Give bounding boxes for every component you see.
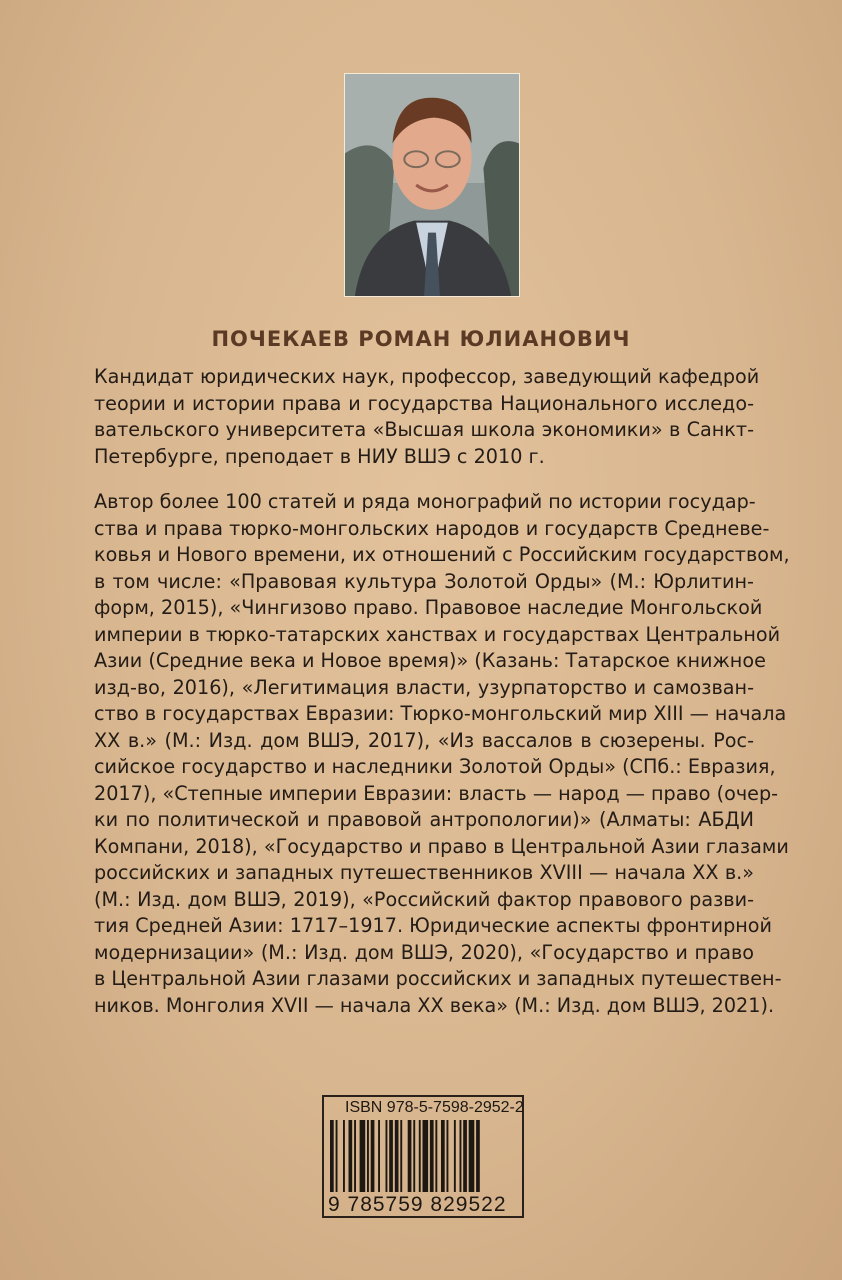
works-line: XX в.» (М.: Изд. дом ВШЭ, 2017), «Из вассалов в сюзерены. Рос-	[94, 728, 754, 752]
author-name: ПОЧЕКАЕВ РОМАН ЮЛИАНОВИЧ	[211, 327, 631, 351]
works-line: (М.: Изд. дом ВШЭ, 2019), «Российский фактор правового разви-	[94, 887, 754, 911]
works-line: ников. Монголия XVII — начала XX века» (М.: Изд. дом ВШЭ, 2021).	[94, 993, 775, 1017]
author-bio	[94, 364, 760, 470]
bio-line: Кандидат юридических наук, профессор, заведующий кафедрой	[94, 365, 760, 388]
works-line: 2017), «Степные империи Евразии: власть — народ — право (очер-	[94, 781, 779, 805]
bio-line: теории и истории права и государства Национального исследо-	[94, 391, 754, 415]
works-line: изд-во, 2016), «Легитимация власти, узурпаторство и самозван-	[94, 675, 754, 699]
works-line: империи в тюрко-татарских ханствах и государствах Центральной	[94, 622, 781, 646]
works-line: ство в государствах Евразии: Тюрко-монгольский мир XIII — начала	[94, 702, 787, 725]
works-line: форм, 2015), «Чингизово право. Правовое наследие Монгольской	[94, 596, 763, 619]
works-line: в Центральной Азии глазами российских и западных путешествен-	[94, 967, 782, 990]
works-line: тия Средней Азии: 1717–1917. Юридические аспекты фронтирной	[94, 914, 773, 937]
author-photo	[344, 73, 520, 297]
works-line: Автор более 100 статей и ряда монографий по истории государ-	[94, 490, 756, 513]
author-works	[94, 489, 790, 1019]
works-line: российских и западных путешественников XVIII — начала XX в.»	[94, 861, 754, 884]
works-line: в том числе: «Правовая культура Золотой Орды» (М.: Юрлитин-	[94, 569, 754, 593]
bio-line: Петербурге, преподает в НИУ ВШЭ с 2010 г.	[94, 444, 545, 468]
works-line: модернизации» (М.: Изд. дом ВШЭ, 2020), «Государство и право	[94, 940, 754, 964]
isbn-label: ISBN 978-5-7598-2952-2	[345, 1099, 524, 1116]
barcode-image	[330, 1120, 520, 1200]
works-line: Компани, 2018), «Государство и право в Центральной Азии глазами	[94, 834, 789, 858]
works-line: сийское государство и наследники Золотой Орды» (СПб.: Евразия,	[94, 755, 776, 778]
works-line: ковья и Нового времени, их отношений с Российским государством,	[94, 543, 790, 566]
bio-line: вательского университета «Высшая школа экономики» в Санкт-	[94, 418, 754, 441]
works-line: ства и права тюрко-монгольских народов и государств Средневе-	[94, 516, 770, 540]
isbn-digits: 9 785759 829522	[328, 1193, 507, 1216]
works-line: ки по политической и правовой антропологии)» (Алматы: АБДИ	[94, 808, 754, 831]
works-line: Азии (Средние века и Новое время)» (Казань: Татарское книжное	[94, 649, 766, 672]
